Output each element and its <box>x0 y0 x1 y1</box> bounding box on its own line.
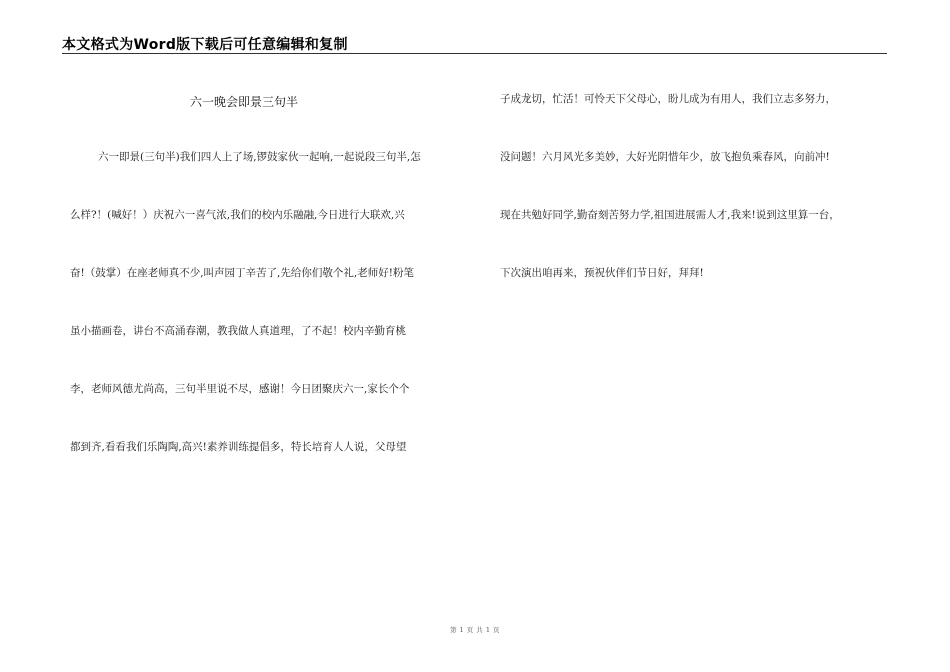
text-line: 都到齐,看看我们乐陶陶,高兴!素养训练提倡多，特长培育人人说，父母望 <box>70 441 407 453</box>
header-title: 本文格式为Word版下载后可任意编辑和复制 <box>62 37 348 53</box>
text-line: 李，老师风德尤尚高，三句半里说不尽，感谢！今日团聚庆六一,家长个个 <box>70 383 410 395</box>
right-column <box>500 70 886 302</box>
text-line: 没问题！六月风光多美妙，大好光阴惜年少，放飞抱负乘春风，向前冲! <box>500 151 830 163</box>
text-line: 现在共勉好同学,勤奋刻苦努力学,祖国进展需人才,我来!说到这里算一台， <box>500 209 840 221</box>
document-title: 六一晚会即景三句半 <box>190 95 299 109</box>
text-line: 子成龙切，忙活！可怜天下父母心，盼儿成为有用人，我们立志多努力， <box>500 93 836 105</box>
header-divider <box>62 53 887 54</box>
text-line: 虽小描画卷，讲台不高涌春潮，教我做人真道理，了不起！校内辛勤育桃 <box>70 325 406 337</box>
text-line: 么样?！(喊好！）庆祝六一喜气浓,我们的校内乐融融,今日进行大联欢,兴 <box>70 209 405 221</box>
text-line: 六一即景(三句半)我们四人上了场,锣鼓家伙一起响,一起说段三句半,怎 <box>98 151 421 163</box>
text-line: 奋!（鼓掌）在座老师真不少,叫声园丁辛苦了,先给你们敬个礼,老师好!粉笔 <box>70 267 414 279</box>
text-line: 下次演出咱再来，预祝伙伴们节日好，拜拜! <box>500 267 704 279</box>
left-column <box>70 128 468 476</box>
page-number: 第 1 页 共 1 页 <box>449 626 501 634</box>
